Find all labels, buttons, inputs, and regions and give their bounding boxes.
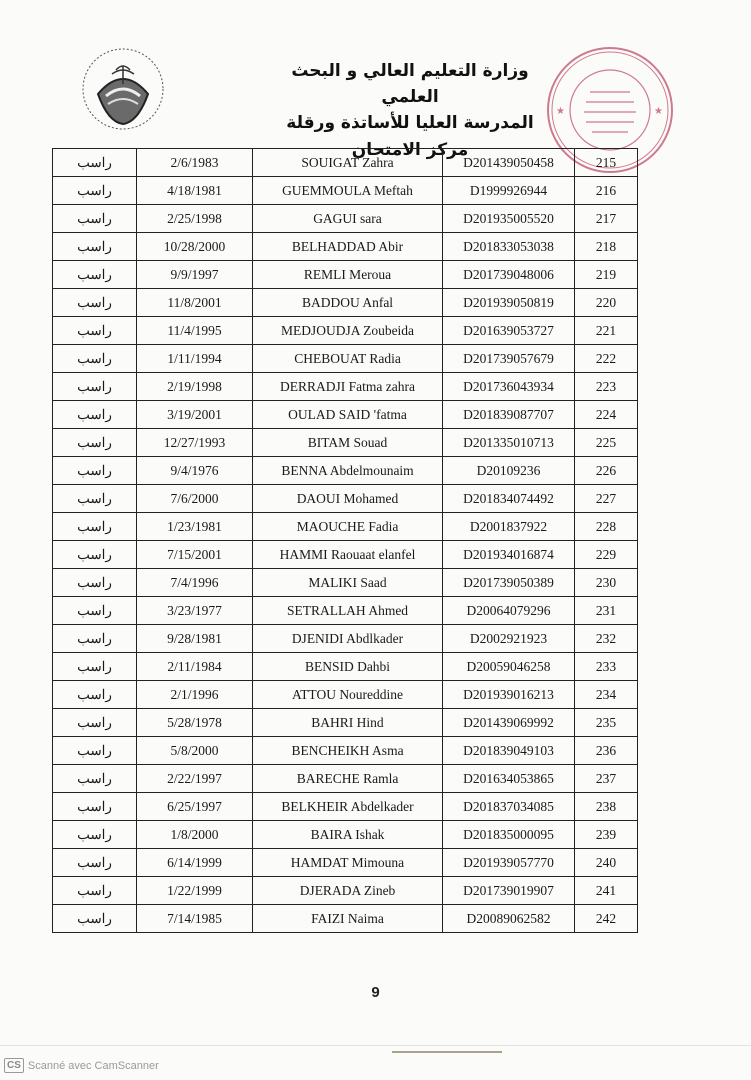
registration-id-cell: D2002921923 xyxy=(443,625,575,653)
birth-date-cell: 1/8/2000 xyxy=(137,821,253,849)
status-cell: راسب xyxy=(53,429,137,457)
registration-id-cell: D201935005520 xyxy=(443,205,575,233)
name-cell: BADDOU Anfal xyxy=(253,289,443,317)
row-number-cell: 237 xyxy=(575,765,638,793)
school-title: المدرسة العليا للأساتذة ورقلة xyxy=(286,113,534,133)
table-row xyxy=(53,681,638,709)
name-cell: DERRADJI Fatma zahra xyxy=(253,373,443,401)
birth-date-cell: 2/25/1998 xyxy=(137,205,253,233)
row-number-cell: 236 xyxy=(575,737,638,765)
row-number-cell: 220 xyxy=(575,289,638,317)
table-row xyxy=(53,457,638,485)
status-cell: راسب xyxy=(53,569,137,597)
birth-date-cell: 11/4/1995 xyxy=(137,317,253,345)
name-cell: BENSID Dahbi xyxy=(253,653,443,681)
registration-id-cell: D201834074492 xyxy=(443,485,575,513)
name-cell: GUEMMOULA Meftah xyxy=(253,177,443,205)
camscanner-watermark xyxy=(4,1058,159,1073)
status-cell: راسب xyxy=(53,597,137,625)
registration-id-cell: D201739019907 xyxy=(443,877,575,905)
status-cell: راسب xyxy=(53,793,137,821)
birth-date-cell: 1/11/1994 xyxy=(137,345,253,373)
registration-id-cell: D201639053727 xyxy=(443,317,575,345)
registration-id-cell: D2001837922 xyxy=(443,513,575,541)
row-number-cell: 218 xyxy=(575,233,638,261)
registration-id-cell: D201739057679 xyxy=(443,345,575,373)
status-cell: راسب xyxy=(53,205,137,233)
row-number-cell: 229 xyxy=(575,541,638,569)
table-row xyxy=(53,905,638,933)
status-cell: راسب xyxy=(53,317,137,345)
row-number-cell: 234 xyxy=(575,681,638,709)
name-cell: BENNA Abdelmounaim xyxy=(253,457,443,485)
birth-date-cell: 3/23/1977 xyxy=(137,597,253,625)
table-row xyxy=(53,317,638,345)
status-cell: راسب xyxy=(53,289,137,317)
row-number-cell: 239 xyxy=(575,821,638,849)
row-number-cell: 221 xyxy=(575,317,638,345)
birth-date-cell: 12/27/1993 xyxy=(137,429,253,457)
row-number-cell: 233 xyxy=(575,653,638,681)
table-row xyxy=(53,709,638,737)
birth-date-cell: 2/19/1998 xyxy=(137,373,253,401)
status-cell: راسب xyxy=(53,261,137,289)
status-cell: راسب xyxy=(53,681,137,709)
name-cell: BENCHEIKH Asma xyxy=(253,737,443,765)
status-cell: راسب xyxy=(53,653,137,681)
birth-date-cell: 7/4/1996 xyxy=(137,569,253,597)
registration-id-cell: D1999926944 xyxy=(443,177,575,205)
row-number-cell: 241 xyxy=(575,877,638,905)
name-cell: MALIKI Saad xyxy=(253,569,443,597)
table-row xyxy=(53,289,638,317)
name-cell: HAMDAT Mimouna xyxy=(253,849,443,877)
status-cell: راسب xyxy=(53,709,137,737)
table-row xyxy=(53,653,638,681)
registration-id-cell: D201839087707 xyxy=(443,401,575,429)
scan-artifact-line xyxy=(392,1051,502,1053)
registration-id-cell: D201736043934 xyxy=(443,373,575,401)
registration-id-cell: D20109236 xyxy=(443,457,575,485)
registration-id-cell: D201739050389 xyxy=(443,569,575,597)
table-row xyxy=(53,401,638,429)
registration-id-cell: D201939057770 xyxy=(443,849,575,877)
row-number-cell: 235 xyxy=(575,709,638,737)
table-row xyxy=(53,373,638,401)
birth-date-cell: 6/14/1999 xyxy=(137,849,253,877)
registration-id-cell: D201439069992 xyxy=(443,709,575,737)
birth-date-cell: 3/19/2001 xyxy=(137,401,253,429)
name-cell: BARECHE Ramla xyxy=(253,765,443,793)
registration-id-cell: D201335010713 xyxy=(443,429,575,457)
table-row xyxy=(53,233,638,261)
registration-id-cell: D201833053038 xyxy=(443,233,575,261)
registration-id-cell: D20089062582 xyxy=(443,905,575,933)
name-cell: FAIZI Naima xyxy=(253,905,443,933)
birth-date-cell: 11/8/2001 xyxy=(137,289,253,317)
status-cell: راسب xyxy=(53,877,137,905)
status-cell: راسب xyxy=(53,821,137,849)
status-cell: راسب xyxy=(53,401,137,429)
name-cell: DAOUI Mohamed xyxy=(253,485,443,513)
table-row xyxy=(53,737,638,765)
status-cell: راسب xyxy=(53,625,137,653)
birth-date-cell: 9/4/1976 xyxy=(137,457,253,485)
name-cell: DJERADA Zineb xyxy=(253,877,443,905)
birth-date-cell: 4/18/1981 xyxy=(137,177,253,205)
table-row xyxy=(53,177,638,205)
status-cell: راسب xyxy=(53,345,137,373)
birth-date-cell: 2/1/1996 xyxy=(137,681,253,709)
name-cell: ATTOU Noureddine xyxy=(253,681,443,709)
name-cell: MAOUCHE Fadia xyxy=(253,513,443,541)
name-cell: CHEBOUAT Radia xyxy=(253,345,443,373)
name-cell: MEDJOUDJA Zoubeida xyxy=(253,317,443,345)
name-cell: BELHADDAD Abir xyxy=(253,233,443,261)
row-number-cell: 230 xyxy=(575,569,638,597)
table-row xyxy=(53,513,638,541)
status-cell: راسب xyxy=(53,737,137,765)
table-row xyxy=(53,485,638,513)
registration-id-cell: D201934016874 xyxy=(443,541,575,569)
table-row xyxy=(53,149,638,177)
registration-id-cell: D20064079296 xyxy=(443,597,575,625)
birth-date-cell: 5/8/2000 xyxy=(137,737,253,765)
camscanner-logo-icon: CS xyxy=(4,1058,24,1073)
registration-id-cell: D201439050458 xyxy=(443,149,575,177)
name-cell: BITAM Souad xyxy=(253,429,443,457)
name-cell: BAHRI Hind xyxy=(253,709,443,737)
name-cell: DJENIDI Abdlkader xyxy=(253,625,443,653)
status-cell: راسب xyxy=(53,513,137,541)
status-cell: راسب xyxy=(53,373,137,401)
name-cell: OULAD SAID 'fatma xyxy=(253,401,443,429)
status-cell: راسب xyxy=(53,457,137,485)
table-row xyxy=(53,345,638,373)
name-cell: BAIRA Ishak xyxy=(253,821,443,849)
table-row xyxy=(53,877,638,905)
row-number-cell: 215 xyxy=(575,149,638,177)
camscanner-text: Scanné avec CamScanner xyxy=(27,1059,159,1072)
registration-id-cell: D201939016213 xyxy=(443,681,575,709)
svg-text:★: ★ xyxy=(556,106,565,117)
birth-date-cell: 9/28/1981 xyxy=(137,625,253,653)
table-row xyxy=(53,569,638,597)
birth-date-cell: 6/25/1997 xyxy=(137,793,253,821)
table-row xyxy=(53,793,638,821)
status-cell: راسب xyxy=(53,485,137,513)
name-cell: REMLI Meroua xyxy=(253,261,443,289)
row-number-cell: 224 xyxy=(575,401,638,429)
exam-center-title: مركز الامتحان xyxy=(351,140,469,160)
status-cell: راسب xyxy=(53,849,137,877)
table-row xyxy=(53,205,638,233)
birth-date-cell: 10/28/2000 xyxy=(137,233,253,261)
table-row xyxy=(53,541,638,569)
birth-date-cell: 7/15/2001 xyxy=(137,541,253,569)
scan-edge-divider xyxy=(0,1045,751,1046)
row-number-cell: 240 xyxy=(575,849,638,877)
row-number-cell: 219 xyxy=(575,261,638,289)
registration-id-cell: D201835000095 xyxy=(443,821,575,849)
status-cell: راسب xyxy=(53,541,137,569)
status-cell: راسب xyxy=(53,905,137,933)
table-row xyxy=(53,261,638,289)
registration-id-cell: D201839049103 xyxy=(443,737,575,765)
name-cell: BELKHEIR Abdelkader xyxy=(253,793,443,821)
row-number-cell: 216 xyxy=(575,177,638,205)
status-cell: راسب xyxy=(53,233,137,261)
ministry-title: وزارة التعليم العالي و البحث العلمي xyxy=(291,61,529,107)
row-number-cell: 227 xyxy=(575,485,638,513)
table-row xyxy=(53,625,638,653)
name-cell: GAGUI sara xyxy=(253,205,443,233)
birth-date-cell: 9/9/1997 xyxy=(137,261,253,289)
table-row xyxy=(53,597,638,625)
birth-date-cell: 2/6/1983 xyxy=(137,149,253,177)
row-number-cell: 231 xyxy=(575,597,638,625)
row-number-cell: 225 xyxy=(575,429,638,457)
svg-text:★: ★ xyxy=(654,106,663,117)
registration-id-cell: D20059046258 xyxy=(443,653,575,681)
row-number-cell: 226 xyxy=(575,457,638,485)
name-cell: HAMMI Raouaat elanfel xyxy=(253,541,443,569)
row-number-cell: 228 xyxy=(575,513,638,541)
birth-date-cell: 1/23/1981 xyxy=(137,513,253,541)
table-row xyxy=(53,765,638,793)
status-cell: راسب xyxy=(53,177,137,205)
registration-id-cell: D201739048006 xyxy=(443,261,575,289)
row-number-cell: 223 xyxy=(575,373,638,401)
table-row xyxy=(53,821,638,849)
status-cell: راسب xyxy=(53,149,137,177)
row-number-cell: 232 xyxy=(575,625,638,653)
table-row xyxy=(53,429,638,457)
birth-date-cell: 7/6/2000 xyxy=(137,485,253,513)
row-number-cell: 217 xyxy=(575,205,638,233)
registration-id-cell: D201837034085 xyxy=(443,793,575,821)
results-table xyxy=(52,148,638,933)
row-number-cell: 238 xyxy=(575,793,638,821)
birth-date-cell: 7/14/1985 xyxy=(137,905,253,933)
status-cell: راسب xyxy=(53,765,137,793)
birth-date-cell: 2/11/1984 xyxy=(137,653,253,681)
birth-date-cell: 1/22/1999 xyxy=(137,877,253,905)
registration-id-cell: D201634053865 xyxy=(443,765,575,793)
row-number-cell: 222 xyxy=(575,345,638,373)
page-number: 9 xyxy=(371,984,380,1001)
school-emblem-icon xyxy=(78,44,168,134)
table-row xyxy=(53,849,638,877)
birth-date-cell: 2/22/1997 xyxy=(137,765,253,793)
registration-id-cell: D201939050819 xyxy=(443,289,575,317)
birth-date-cell: 5/28/1978 xyxy=(137,709,253,737)
name-cell: SOUIGAT Zahra xyxy=(253,149,443,177)
name-cell: SETRALLAH Ahmed xyxy=(253,597,443,625)
row-number-cell: 242 xyxy=(575,905,638,933)
